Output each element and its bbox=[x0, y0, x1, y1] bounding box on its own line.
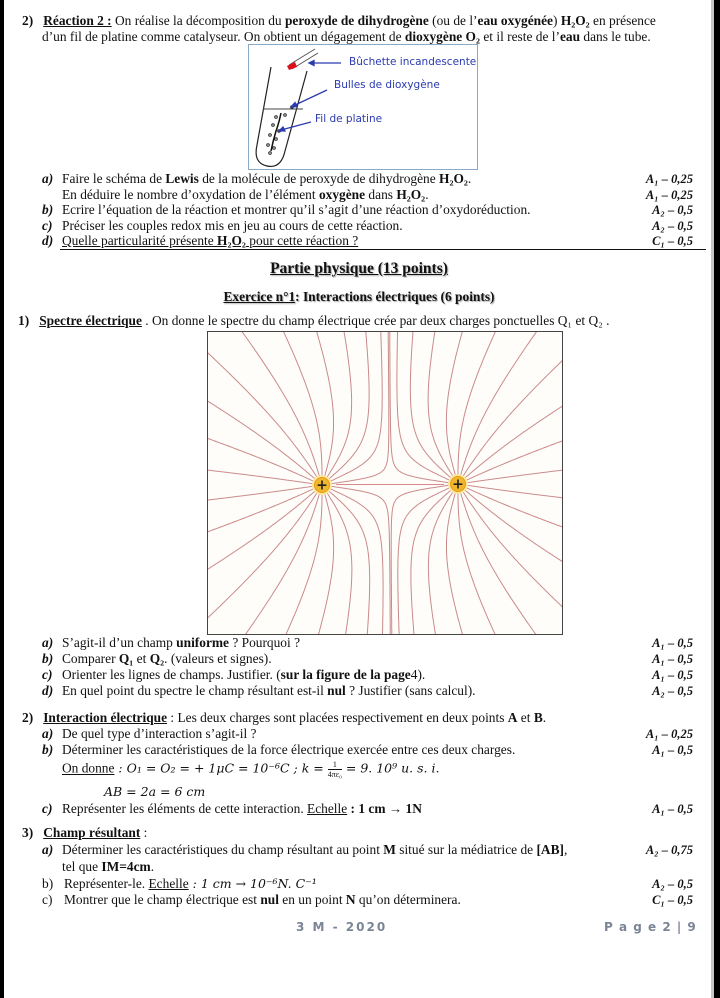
question-text: Déterminer les caractéristiques de la force électrique exercée entre ces deux charges. bbox=[62, 742, 516, 757]
fraction bbox=[328, 760, 342, 779]
bold-term: oxygène bbox=[318, 186, 366, 202]
field-line bbox=[447, 493, 465, 634]
bold-term: dioxygène O₂ bbox=[404, 29, 480, 44]
field-line bbox=[317, 494, 334, 634]
bubbles-label: Bulles de dioxygène bbox=[334, 79, 440, 91]
field-line bbox=[331, 486, 390, 634]
bold-term: eau oxygénée bbox=[477, 13, 553, 28]
question-row bbox=[42, 187, 429, 203]
given-distance: AB = 2a = 6 cm bbox=[104, 784, 206, 799]
question-label: b) bbox=[42, 202, 54, 217]
formula: H₂O₂ bbox=[560, 13, 590, 28]
text: . bbox=[542, 710, 547, 725]
text: en présence bbox=[589, 13, 656, 28]
question-label: b) bbox=[42, 742, 54, 757]
q2-number: 2) bbox=[22, 710, 34, 725]
text: Représenter-le. bbox=[64, 876, 149, 891]
q1-header bbox=[18, 313, 610, 329]
text: et bbox=[517, 710, 534, 725]
score: A₂ – 0,5 bbox=[652, 684, 693, 698]
electric-field-spectrum-figure bbox=[207, 331, 563, 635]
bold-term: sur la figure de la page bbox=[280, 667, 411, 682]
q3-question-b bbox=[42, 876, 317, 892]
bold-term: H₂O₂ bbox=[396, 186, 426, 202]
positive-charge-icon bbox=[448, 474, 468, 494]
test-tube-figure bbox=[248, 44, 478, 170]
q3-number: 3) bbox=[22, 825, 34, 840]
field-line bbox=[466, 488, 562, 529]
score: C₁ – 0,5 bbox=[652, 893, 693, 907]
question-row bbox=[42, 218, 403, 234]
question-text: Quelle particularité présente bbox=[62, 233, 218, 248]
charge-sign: + bbox=[452, 476, 464, 493]
question-text: dans bbox=[365, 186, 397, 202]
bold-term: nul bbox=[327, 683, 346, 698]
score: A₂ – 0,5 bbox=[652, 877, 693, 891]
bold-term: peroxyde de dihydrogène bbox=[284, 13, 429, 28]
point-n: N bbox=[345, 892, 356, 907]
question-row bbox=[42, 233, 358, 249]
bold-term: eau bbox=[559, 29, 581, 44]
field-line bbox=[410, 332, 451, 478]
question-label: c) bbox=[42, 801, 53, 816]
scale-value: : 1 cm → 1N bbox=[347, 801, 422, 816]
splint-label: Bûchette incandescente bbox=[349, 56, 477, 68]
document-page bbox=[4, 0, 714, 998]
field-line bbox=[208, 398, 315, 479]
question-row bbox=[42, 742, 515, 758]
question-row bbox=[42, 635, 300, 651]
field-line bbox=[391, 485, 449, 634]
text: en un point bbox=[278, 892, 346, 907]
bold-term: uniforme bbox=[176, 635, 229, 650]
field-line bbox=[208, 486, 313, 500]
question-row bbox=[42, 683, 476, 699]
field-line bbox=[466, 439, 562, 480]
text: , bbox=[564, 842, 568, 857]
score: A₁ – 0,5 bbox=[652, 652, 693, 666]
question-row bbox=[42, 726, 256, 742]
field-lines-svg bbox=[208, 332, 562, 634]
field-line bbox=[208, 493, 317, 623]
field-line bbox=[458, 332, 498, 475]
q2-title: Interaction électrique bbox=[43, 710, 168, 725]
question-label: a) bbox=[42, 171, 54, 186]
text: et il reste de l’ bbox=[479, 29, 560, 44]
q2-header bbox=[22, 710, 546, 726]
score: A₂ – 0,5 bbox=[652, 218, 693, 233]
score: A₁ – 0,5 bbox=[652, 636, 693, 650]
score: A₂ – 0,5 bbox=[652, 203, 693, 217]
text: Montrer que le champ électrique est bbox=[64, 892, 261, 907]
field-line bbox=[331, 332, 389, 484]
field-line bbox=[465, 490, 562, 565]
given-data bbox=[62, 760, 439, 779]
charge-sign: + bbox=[316, 477, 328, 494]
field-line bbox=[208, 470, 313, 484]
exercise-title bbox=[4, 289, 714, 305]
question-text: Faire le schéma de bbox=[62, 171, 166, 186]
footer-page-number: P a g e 2 | 9 bbox=[604, 920, 697, 934]
bold-term: Lewis bbox=[165, 171, 199, 186]
text: dans le tube. bbox=[580, 29, 651, 44]
question-label: a) bbox=[42, 842, 54, 857]
question-text: . bbox=[425, 186, 429, 202]
given-charges: : O₁ = O₂ = + 1μC = 10⁻⁶C ; k = bbox=[114, 760, 328, 776]
field-line bbox=[329, 491, 370, 634]
scale-label: Echelle bbox=[148, 876, 189, 891]
segment-ab: [AB] bbox=[536, 842, 564, 857]
question-text: Ecrire l’équation de la réaction et montrer qu’il s’agit d’une réaction d’oxydoréduction. bbox=[62, 202, 531, 217]
question-label: d) bbox=[42, 233, 54, 248]
text: tel que bbox=[62, 859, 102, 874]
field-line bbox=[208, 348, 317, 478]
question-label: d) bbox=[42, 683, 54, 698]
q1-title: Spectre électrique bbox=[39, 313, 142, 328]
question-text: Orienter les lignes de champs. Justifier. ( bbox=[62, 667, 281, 682]
given-k: = 9. 10⁹ u. s. i. bbox=[341, 760, 440, 776]
field-line bbox=[411, 490, 451, 634]
reaction2-number: 2) bbox=[22, 13, 34, 28]
question-text: S’agit-il d’un champ bbox=[62, 635, 177, 650]
question-label: b) bbox=[42, 876, 54, 891]
question-text: Représenter les éléments de cette interaction. bbox=[62, 801, 308, 816]
text: : Les deux charges sont placées respectivement en deux points bbox=[167, 710, 508, 725]
bold-term: H₂O₂ bbox=[439, 171, 468, 186]
score: A₁ – 0,25 bbox=[645, 727, 693, 741]
score: A₁ – 0,5 bbox=[652, 743, 693, 757]
given-label: On donne bbox=[62, 760, 115, 776]
field-line bbox=[446, 332, 463, 475]
wire-label: Fil de platine bbox=[315, 113, 383, 125]
q3-question-a bbox=[42, 842, 567, 858]
field-line bbox=[208, 489, 314, 534]
q1-text: . On donne le spectre du champ électrique crée par deux charges ponctuelles Q₁ et Q₂ . bbox=[141, 313, 610, 328]
question-text: En déduire le nombre d’oxydation de l’élément bbox=[62, 186, 319, 202]
question-row bbox=[42, 171, 471, 187]
question-row bbox=[42, 651, 272, 667]
field-line bbox=[327, 332, 352, 477]
question-label: a) bbox=[42, 726, 54, 741]
q3-question-a-line2 bbox=[62, 859, 154, 875]
field-line bbox=[283, 494, 322, 634]
point-m: M bbox=[383, 842, 396, 857]
text: ) bbox=[553, 13, 561, 28]
divider bbox=[60, 249, 706, 250]
question-text: Comparer bbox=[62, 651, 119, 666]
score: A₁ – 0,25 bbox=[645, 172, 693, 186]
reaction2-line2 bbox=[42, 29, 651, 45]
exercise-subtitle: : Interactions électriques (6 points) bbox=[295, 289, 495, 304]
bold-term: nul bbox=[260, 892, 279, 907]
text: . bbox=[150, 859, 155, 874]
score: A₁ – 0,5 bbox=[652, 668, 693, 682]
point-a: A bbox=[507, 710, 518, 725]
field-line bbox=[208, 491, 315, 573]
bold-term: Q₁ bbox=[118, 651, 134, 666]
text: (ou de l’ bbox=[428, 13, 478, 28]
text: situé sur la médiatrice de bbox=[395, 842, 537, 857]
text: : bbox=[140, 825, 148, 840]
question-text: En quel point du spectre le champ résultant est-il bbox=[62, 683, 328, 698]
part-title: Partie physique (13 points) bbox=[270, 260, 448, 277]
field-line bbox=[208, 437, 314, 482]
point-b: B bbox=[533, 710, 543, 725]
reaction2-title: Réaction 2 : bbox=[43, 13, 112, 28]
score: A₁ – 0,5 bbox=[652, 802, 693, 816]
field-line bbox=[467, 485, 562, 498]
question-text: 4). bbox=[410, 667, 426, 682]
question-text: Préciser les couples redox mis en jeu au cours de cette réaction. bbox=[62, 217, 403, 233]
score: C₁ – 0,5 bbox=[652, 234, 693, 248]
scale-value: : 1 cm → 10⁻⁶N. C⁻¹ bbox=[188, 876, 317, 891]
field-line bbox=[428, 492, 453, 634]
exercise-number: Exercice n°1 bbox=[223, 289, 296, 304]
fraction-denominator: 4πε₀ bbox=[327, 770, 342, 779]
field-line bbox=[428, 332, 453, 476]
bold-term: H₂O₂ bbox=[217, 233, 246, 248]
question-text: De quel type d’interaction s’agit-il ? bbox=[62, 726, 257, 741]
question-text: de la molécule de peroxyde de dihydrogène bbox=[198, 171, 440, 186]
q1-number: 1) bbox=[18, 313, 30, 328]
text: On réalise la décomposition du bbox=[111, 13, 285, 28]
footer-class-year: 3 M - 2020 bbox=[296, 920, 388, 934]
score: A₁ – 0,25 bbox=[645, 187, 693, 202]
question-label: b) bbox=[42, 651, 54, 666]
bold-term: Q₂ bbox=[149, 651, 165, 666]
field-line bbox=[315, 332, 333, 476]
field-line bbox=[467, 470, 562, 483]
distance-im: IM=4cm bbox=[101, 859, 151, 874]
q3-question-c bbox=[42, 892, 461, 908]
question-text: . (valeurs et signes). bbox=[164, 651, 272, 666]
question-label: c) bbox=[42, 667, 53, 682]
positive-charge-icon bbox=[312, 475, 332, 495]
question-text: et bbox=[133, 651, 150, 666]
field-line bbox=[465, 403, 562, 478]
score: A₂ – 0,75 bbox=[645, 843, 693, 857]
tube-outline-icon bbox=[256, 67, 307, 166]
reaction2-paragraph bbox=[22, 13, 656, 29]
field-line bbox=[390, 332, 449, 483]
text: d’un fil de platine comme catalyseur. On obtient un dégagement de bbox=[42, 29, 405, 44]
question-row bbox=[42, 667, 425, 683]
question-text: ? Pourquoi ? bbox=[228, 635, 301, 650]
question-label: c) bbox=[42, 217, 53, 233]
question-text: ? Justifier (sans calcul). bbox=[345, 683, 476, 698]
question-label: c) bbox=[42, 892, 53, 907]
q2-question-c bbox=[42, 801, 422, 817]
question-row bbox=[42, 202, 531, 218]
text: Déterminer les caractéristiques du champ résultant au point bbox=[62, 842, 384, 857]
question-text: . bbox=[467, 171, 472, 186]
field-line bbox=[327, 493, 352, 634]
q3-header bbox=[22, 825, 147, 841]
question-label: a) bbox=[42, 635, 54, 650]
q3-title: Champ résultant bbox=[43, 825, 141, 840]
field-line bbox=[329, 332, 369, 479]
splint-icon bbox=[287, 49, 318, 70]
scale-label: Echelle bbox=[307, 801, 348, 816]
fraction-numerator: 1 bbox=[328, 760, 342, 770]
text: qu’on déterminera. bbox=[355, 892, 461, 907]
question-text: pour cette réaction ? bbox=[245, 233, 359, 248]
